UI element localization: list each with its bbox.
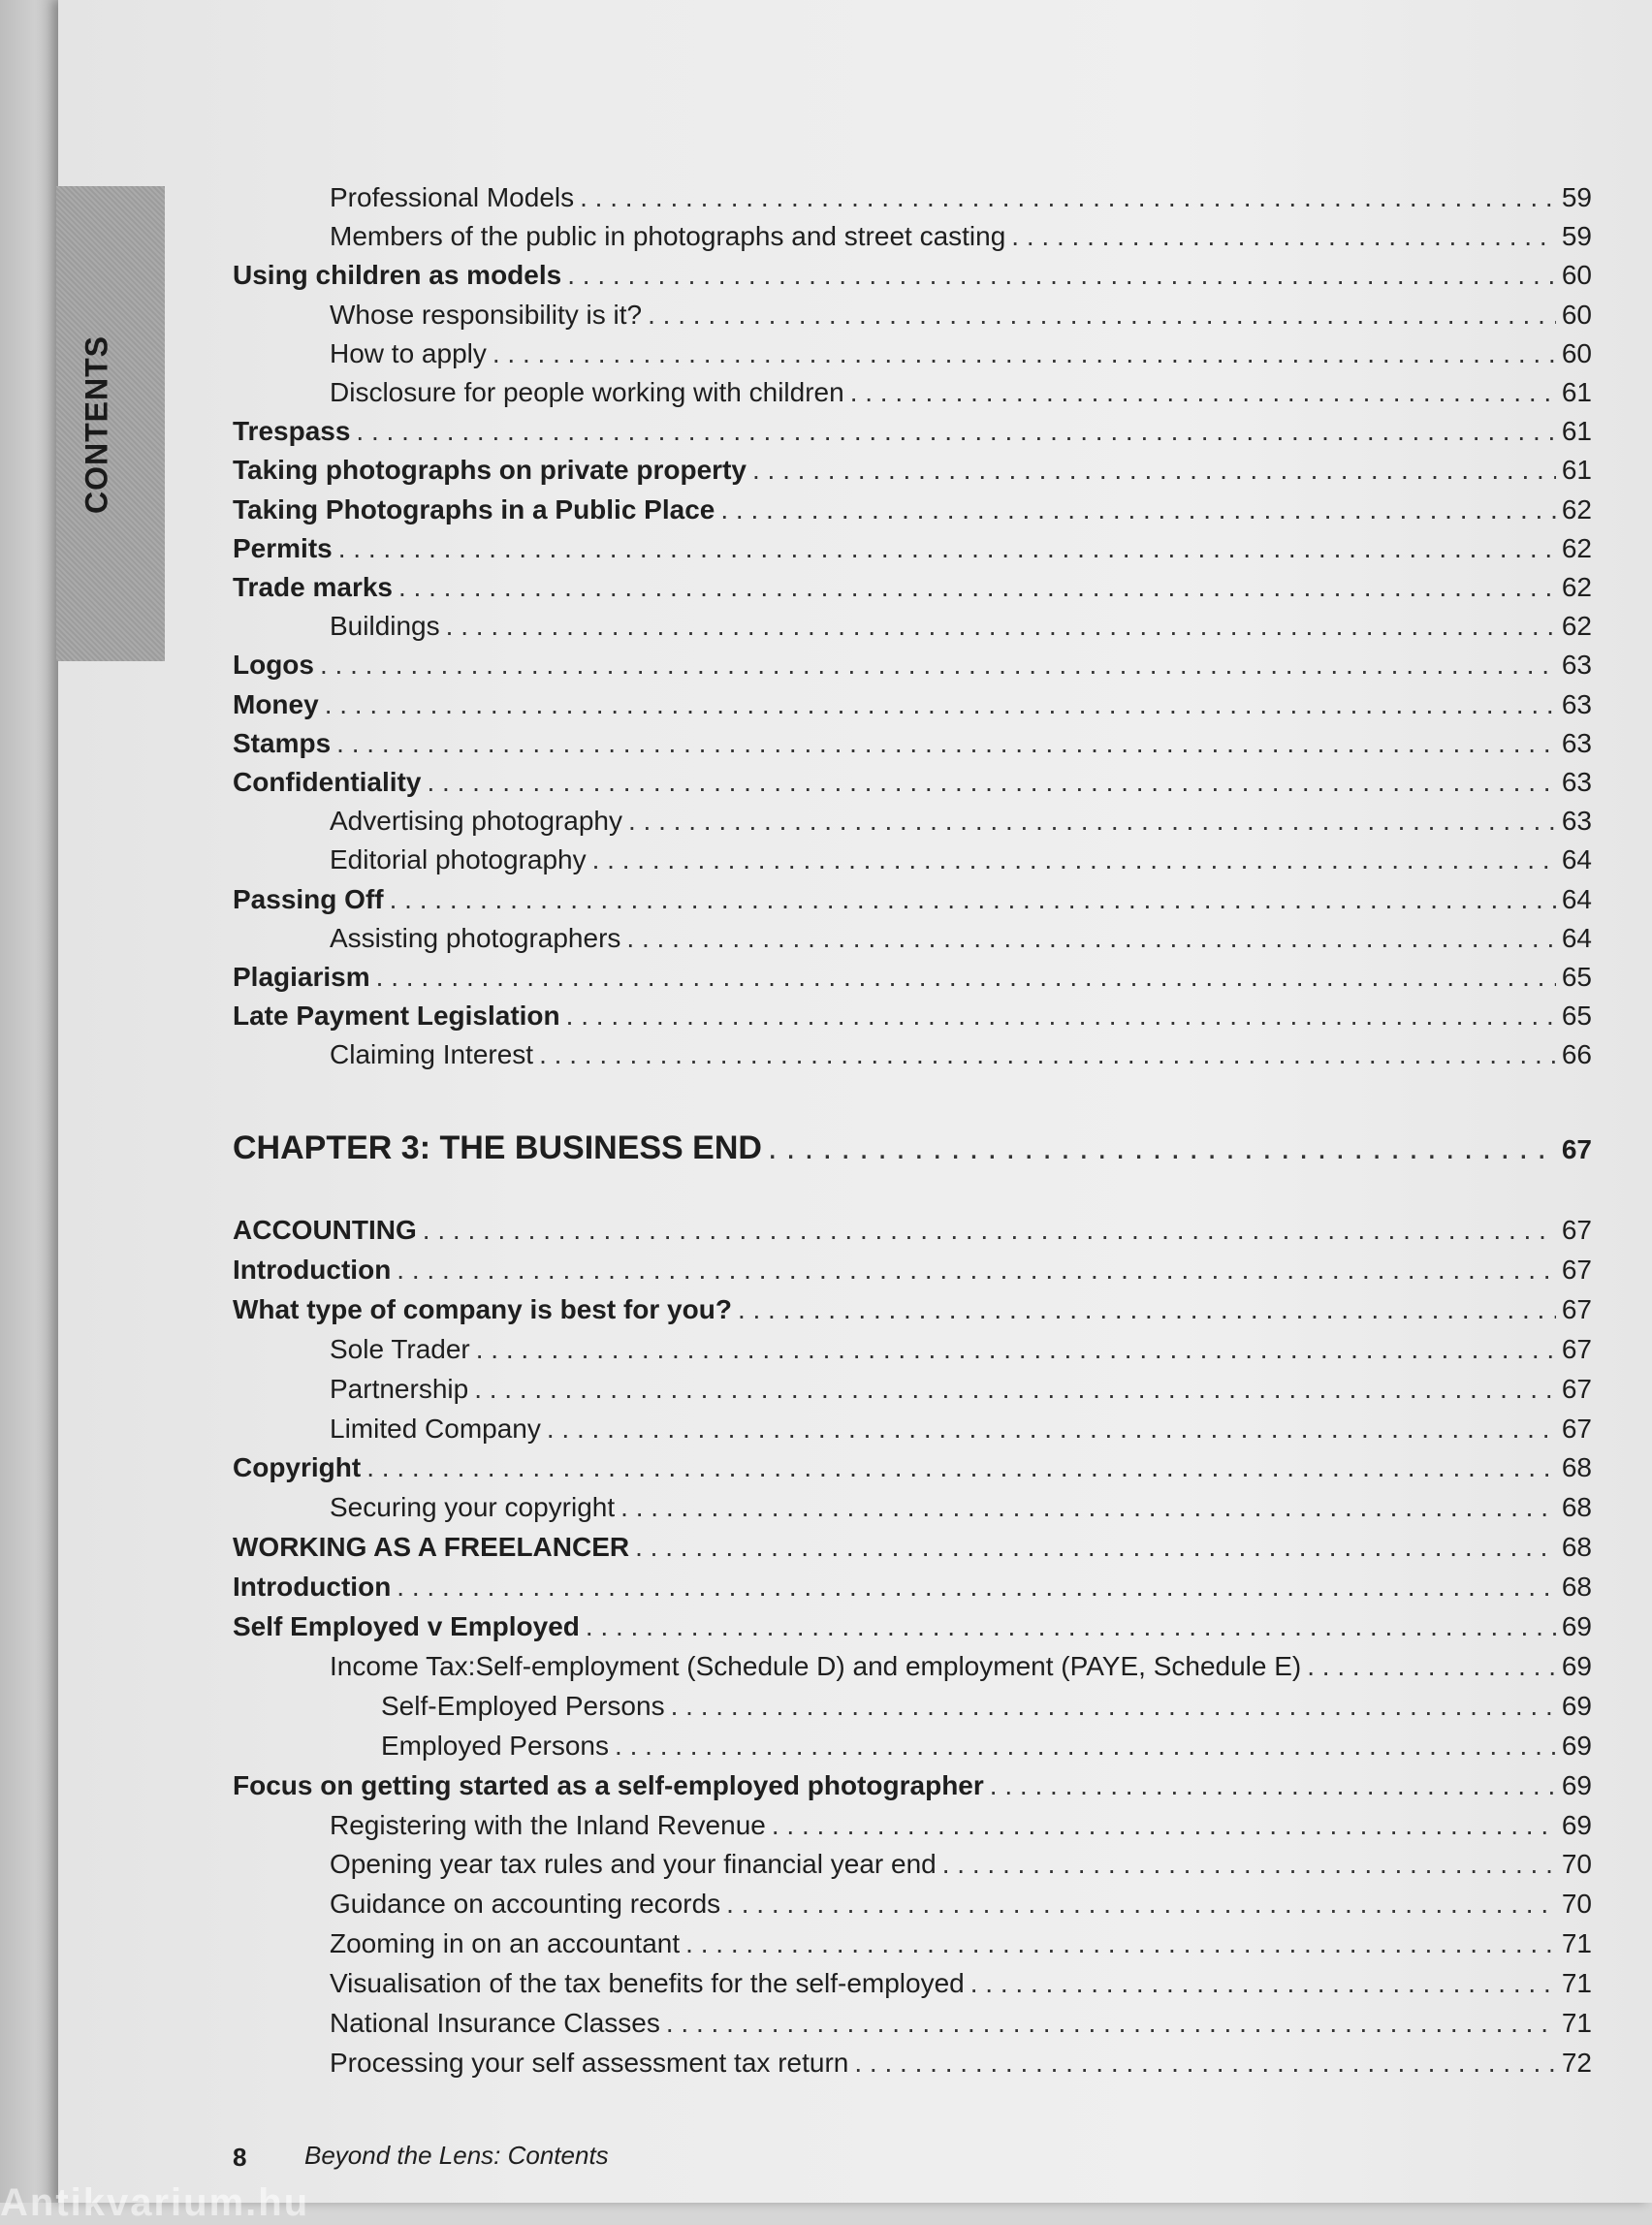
dot-leader (648, 300, 1556, 331)
toc-entry-title: Partnership (330, 1373, 469, 1404)
toc-entry (233, 455, 1592, 493)
dot-leader (356, 416, 1555, 447)
toc-entry-page: 69 (1561, 1809, 1592, 1840)
dot-leader (592, 844, 1556, 875)
toc-entry-title: Late Payment Legislation (233, 1001, 560, 1032)
toc-entry-page: 68 (1561, 1452, 1592, 1483)
toc-entry-page: 69 (1561, 1769, 1592, 1800)
toc-entry-title: Focus on getting started as a self-employed photographer (233, 1769, 984, 1800)
toc-entry-title: CHAPTER 3: THE BUSINESS END (233, 1129, 762, 1166)
toc-entry (330, 844, 1592, 883)
toc-entry (330, 1414, 1592, 1452)
toc-entry-title: Guidance on accounting records (330, 1889, 721, 1920)
toc-entry-page: 60 (1561, 337, 1592, 368)
toc-entry-title: Trespass (233, 416, 351, 447)
toc-entry-page: 63 (1561, 688, 1592, 719)
dot-leader (970, 1968, 1556, 1999)
toc-entry (330, 1039, 1592, 1078)
toc-entry (233, 1452, 1592, 1491)
toc-entry-title: Logos (233, 650, 314, 681)
toc-entry (330, 611, 1592, 650)
dot-leader (854, 2048, 1556, 2079)
dot-leader (738, 1294, 1556, 1325)
toc-entry-title: Sole Trader (330, 1333, 470, 1364)
toc-entry-page: 68 (1561, 1572, 1592, 1603)
dot-leader (666, 2008, 1556, 2039)
toc-entry-page: 67 (1561, 1134, 1592, 1164)
toc-entry-page: 59 (1561, 221, 1592, 252)
toc-entry (330, 1968, 1592, 2007)
toc-entry-page: 67 (1561, 1373, 1592, 1404)
toc-entry-title: Opening year tax rules and your financial year end (330, 1849, 937, 1880)
dot-leader (320, 650, 1556, 681)
toc-entry-title: Self-Employed Persons (381, 1690, 665, 1721)
toc-entry-title: Buildings (330, 611, 440, 642)
toc-entry-title: Confidentiality (233, 767, 422, 797)
toc-entry (233, 767, 1592, 806)
toc-entry-title: What type of company is best for you? (233, 1293, 732, 1324)
dot-leader (539, 1039, 1556, 1070)
dot-leader (615, 1731, 1556, 1762)
toc-entry-title: Registering with the Inland Revenue (330, 1809, 766, 1840)
chapter-heading (233, 1129, 1592, 1174)
toc-entry-title: Members of the public in photographs and street casting (330, 221, 1006, 252)
dot-leader (398, 572, 1556, 603)
toc-entry (233, 689, 1592, 728)
toc-entry-page: 69 (1561, 1690, 1592, 1721)
toc-entry (330, 182, 1592, 221)
toc-entry-page: 72 (1561, 2047, 1592, 2078)
toc-entry-title: How to apply (330, 337, 487, 368)
toc-entry (330, 1889, 1592, 1927)
toc-entry (233, 494, 1592, 533)
dot-leader (685, 1928, 1556, 1959)
toc-entry-title: Employed Persons (381, 1730, 610, 1761)
dot-leader (942, 1849, 1556, 1880)
toc-entry-page: 61 (1561, 377, 1592, 407)
toc-entry-title: Trade marks (233, 572, 393, 602)
dot-leader (397, 1572, 1556, 1603)
dot-leader (772, 1810, 1556, 1841)
toc-entry-title: Taking photographs on private property (233, 455, 747, 486)
toc-entry (233, 1611, 1592, 1650)
toc-entry (330, 1334, 1592, 1373)
toc-entry (381, 1691, 1592, 1730)
toc-entry (233, 1255, 1592, 1293)
toc-entry-page: 71 (1561, 2008, 1592, 2038)
dot-leader (376, 962, 1556, 993)
toc-entry-title: Permits (233, 532, 333, 563)
dot-leader (492, 338, 1556, 369)
toc-entry-title: Zooming in on an accountant (330, 1928, 681, 1959)
dot-leader (580, 182, 1556, 213)
footer-page-number: 8 (233, 2143, 247, 2172)
toc-entry-title: Claiming Interest (330, 1039, 534, 1070)
toc-entry-page: 67 (1561, 1333, 1592, 1364)
toc-entry-title: Self Employed v Employed (233, 1611, 580, 1641)
toc-entry-page: 67 (1561, 1254, 1592, 1285)
contents-side-label: CONTENTS (79, 335, 114, 514)
toc-entry-page: 65 (1561, 1001, 1592, 1032)
dot-leader (635, 1532, 1556, 1563)
dot-leader (366, 1452, 1556, 1483)
toc-entry (233, 1001, 1592, 1039)
toc-entry (233, 1572, 1592, 1610)
toc-entry (233, 884, 1592, 923)
dot-leader (474, 1374, 1556, 1405)
dot-leader (397, 1255, 1556, 1286)
toc-entry (233, 416, 1592, 455)
toc-entry-page: 60 (1561, 260, 1592, 291)
toc-entry-page: 62 (1561, 572, 1592, 602)
toc-entry-title: Passing Off (233, 883, 384, 914)
toc-entry-page: 67 (1561, 1215, 1592, 1245)
toc-entry (233, 728, 1592, 767)
toc-entry (330, 2048, 1592, 2086)
toc-entry-title: Processing your self assessment tax return (330, 2047, 849, 2078)
watermark-text: Antikvarium.hu (0, 2181, 310, 2224)
toc-entry-title: Whose responsibility is it? (330, 299, 643, 330)
toc-entry-title: Limited Company (330, 1413, 541, 1444)
dot-leader (671, 1691, 1556, 1722)
toc-entry-title: ACCOUNTING (233, 1215, 417, 1245)
toc-entry (330, 806, 1592, 844)
toc-entry-title: Professional Models (330, 182, 575, 212)
toc-entry-title: Introduction (233, 1254, 392, 1285)
toc-entry (381, 1731, 1592, 1769)
toc-entry-title: Income Tax:Self-employment (Schedule D) and employment (PAYE, Schedule E) (330, 1650, 1302, 1681)
dot-leader (720, 494, 1555, 525)
toc-entry-title: Disclosure for people working with children (330, 377, 844, 407)
toc-entry (233, 650, 1592, 688)
toc-entry-page: 63 (1561, 806, 1592, 837)
toc-entry-page: 64 (1561, 883, 1592, 914)
toc-entry-page: 63 (1561, 767, 1592, 797)
dot-leader (476, 1334, 1556, 1365)
dot-leader (566, 1001, 1556, 1032)
toc-entry-page: 66 (1561, 1039, 1592, 1070)
toc-entry-page: 65 (1561, 962, 1592, 992)
toc-entry-page: 69 (1561, 1730, 1592, 1761)
dot-leader (768, 1129, 1556, 1167)
toc-entry-title: Money (233, 688, 319, 719)
toc-entry-page: 69 (1561, 1650, 1592, 1681)
toc-entry (330, 1810, 1592, 1849)
dot-leader (620, 1492, 1556, 1523)
toc-entry (330, 1928, 1592, 1967)
toc-entry-title: Using children as models (233, 260, 562, 291)
toc-entry-title: Visualisation of the tax benefits for the self-employed (330, 1968, 965, 1999)
toc-entry-page: 68 (1561, 1492, 1592, 1523)
toc-entry-page: 62 (1561, 532, 1592, 563)
toc-entry-page: 62 (1561, 493, 1592, 524)
dot-leader (446, 611, 1556, 642)
toc-entry-title: Securing your copyright (330, 1492, 616, 1523)
toc-entry-page: 71 (1561, 1928, 1592, 1959)
toc-entry (233, 533, 1592, 572)
toc-entry-page: 60 (1561, 299, 1592, 330)
toc-entry-page: 70 (1561, 1849, 1592, 1880)
dot-leader (1011, 221, 1556, 252)
toc-entry-page: 70 (1561, 1889, 1592, 1920)
toc-entry (330, 377, 1592, 416)
dot-leader (586, 1611, 1556, 1642)
toc-entry-page: 69 (1561, 1611, 1592, 1641)
toc-entry-title: Introduction (233, 1572, 392, 1603)
toc-entry (330, 1651, 1592, 1690)
toc-entry (233, 1215, 1592, 1254)
toc-entry (330, 1374, 1592, 1413)
toc-entry-page: 63 (1561, 650, 1592, 681)
toc-entry (330, 1492, 1592, 1531)
toc-entry-page: 67 (1561, 1293, 1592, 1324)
dot-leader (338, 533, 1556, 564)
toc-entry (330, 221, 1592, 260)
toc-entry (330, 2008, 1592, 2047)
toc-entry (233, 1770, 1592, 1809)
footer-running-title: Beyond the Lens: Contents (304, 2141, 609, 2170)
toc-entry (233, 1532, 1592, 1571)
toc-entry (330, 923, 1592, 962)
toc-entry-page: 62 (1561, 611, 1592, 642)
dot-leader (850, 377, 1556, 408)
dot-leader (567, 260, 1556, 291)
toc-entry-page: 59 (1561, 182, 1592, 212)
dot-leader (423, 1215, 1556, 1246)
dot-leader (726, 1889, 1556, 1920)
toc-entry-page: 67 (1561, 1413, 1592, 1444)
dot-leader (427, 767, 1555, 798)
toc-entry (330, 300, 1592, 338)
toc-entry-page: 63 (1561, 727, 1592, 758)
toc-entry (233, 260, 1592, 299)
dot-leader (1307, 1651, 1556, 1682)
toc-entry-title: Assisting photographers (330, 922, 621, 953)
toc-entry-title: Copyright (233, 1452, 362, 1483)
toc-entry-page: 64 (1561, 922, 1592, 953)
toc-entry-page: 61 (1561, 455, 1592, 486)
toc-entry-title: Stamps (233, 727, 332, 758)
toc-entry-title: National Insurance Classes (330, 2008, 660, 2038)
toc-entry (330, 338, 1592, 377)
toc-entry (233, 1294, 1592, 1333)
toc-entry-title: Advertising photography (330, 806, 622, 837)
toc-entry (233, 962, 1592, 1001)
dot-leader (628, 806, 1556, 837)
toc-entry-page: 71 (1561, 1968, 1592, 1999)
toc-entry-title: Taking Photographs in a Public Place (233, 493, 715, 524)
dot-leader (325, 689, 1556, 720)
dot-leader (626, 923, 1555, 954)
toc-entry (330, 1849, 1592, 1888)
toc-entry-title: WORKING AS A FREELANCER (233, 1532, 630, 1563)
toc-entry (233, 572, 1592, 611)
dot-leader (336, 728, 1556, 759)
dot-leader (752, 455, 1556, 486)
toc-entry-page: 68 (1561, 1532, 1592, 1563)
toc-entry-page: 64 (1561, 844, 1592, 875)
dot-leader (990, 1770, 1556, 1801)
dot-leader (547, 1414, 1556, 1445)
toc-entry-page: 61 (1561, 416, 1592, 447)
toc-entry-title: Editorial photography (330, 844, 587, 875)
dot-leader (390, 884, 1556, 915)
toc-entry-title: Plagiarism (233, 962, 370, 992)
